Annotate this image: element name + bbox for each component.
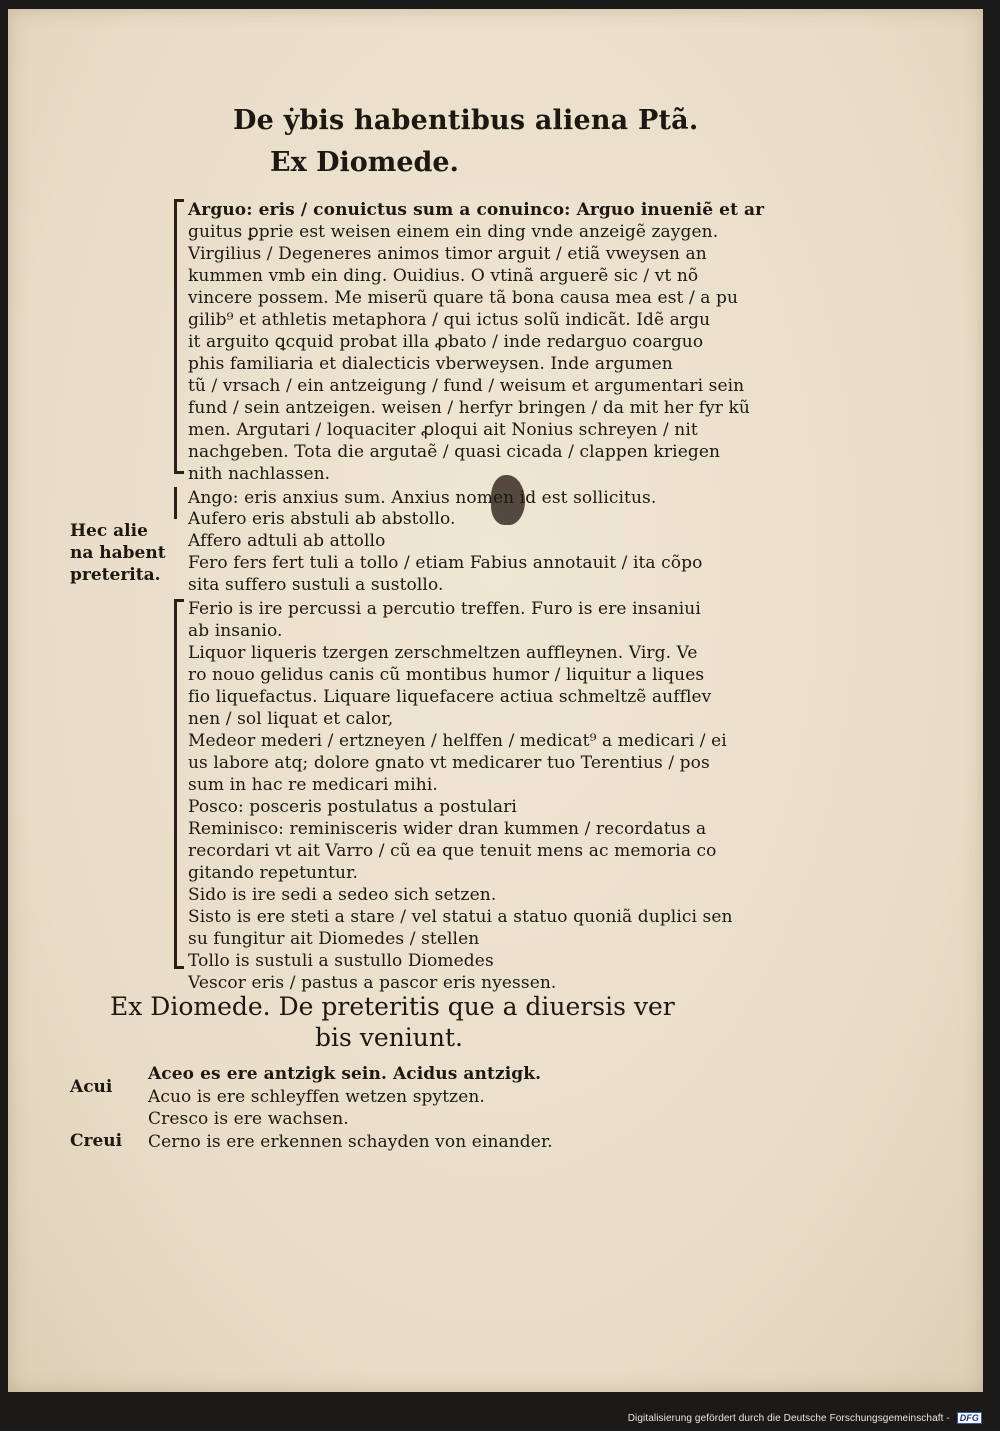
text-line: Cerno is ere erkennen schayden von einander. <box>148 1132 553 1152</box>
text-line: us labore atq; dolore gnato vt medicarer tuo Terentius / pos <box>188 753 710 773</box>
text-line: su fungitur ait Diomedes / stellen <box>188 929 480 949</box>
text-line: Aufero eris abstuli ab abstollo. <box>188 509 456 529</box>
dfg-logo-icon: DFG <box>957 1412 982 1424</box>
text-line: men. Argutari / loquaciter ꝓloqui ait Nonius schreyen / nit <box>188 420 698 440</box>
margin-gloss-line: preterita. <box>70 565 161 585</box>
text-line: tũ / vrsach / ein antzeigung / fund / weisum et argumentari sein <box>188 376 745 396</box>
text-line: Arguo: eris / conuictus sum a conuinco: Arguo inueniẽ et ar <box>188 200 765 220</box>
text-line: Ango: eris anxius sum. Anxius nomen id est sollicitus. <box>188 488 657 508</box>
text-line: Cresco is ere wachsen. <box>148 1109 349 1129</box>
bracket-small <box>174 487 177 519</box>
text-line: recordari vt ait Varro / cũ ea que tenuit mens ac memoria co <box>188 841 717 861</box>
text-line: Aceo es ere antzigk sein. Acidus antzigk. <box>148 1064 542 1084</box>
text-line: sum in hac re medicari mihi. <box>188 775 438 795</box>
text-line: Reminisco: reminisceris wider dran kummen / recordatus a <box>188 819 707 839</box>
section2-title-line2: bis veniunt. <box>315 1023 463 1052</box>
text-line: Vescor eris / pastus a pascor eris nyessen. <box>188 973 557 993</box>
text-line: guitus ꝑprie est weisen einem ein ding vnde anzeigẽ zaygen. <box>188 222 719 242</box>
text-line: ab insanio. <box>188 621 283 641</box>
text-line: Acuo is ere schleyffen wetzen spytzen. <box>148 1087 485 1107</box>
text-line: Virgilius / Degeneres animos timor arguit / etiã vweysen an <box>188 244 707 264</box>
bracket-upper <box>174 199 177 474</box>
running-title: De ẏbis habentibus aliena Ptã. <box>233 105 699 136</box>
scanned-page <box>8 9 983 1392</box>
text-line: nachgeben. Tota die argutaẽ / quasi cicada / clappen kriegen <box>188 442 721 462</box>
text-line: nen / sol liquat et calor, <box>188 709 394 729</box>
text-line: phis familiaria et dialecticis vberweysen. Inde argumen <box>188 354 673 374</box>
text-line: Fero fers fert tuli a tollo / etiam Fabius annotauit / ita cõpo <box>188 553 703 573</box>
text-line: Sisto is ere steti a stare / vel statui a statuo quoniã duplici sen <box>188 907 733 927</box>
margin-gloss-line: na habent <box>70 543 166 563</box>
text-line: gitando repetuntur. <box>188 863 358 883</box>
text-line: it arguito ꝗcquid probat illa ꝓbato / inde redarguo coarguo <box>188 332 704 352</box>
text-line: Liquor liqueris tzergen zerschmeltzen auffleynen. Virg. Ve <box>188 643 698 663</box>
text-line: vincere possem. Me miserũ quare tã bona causa mea est / a pu <box>188 288 739 308</box>
text-line: Ferio is ire percussi a percutio treffen. Furo is ere insaniui <box>188 599 701 619</box>
text-line: Affero adtuli ab attollo <box>188 531 386 551</box>
margin-creui: Creui <box>70 1131 123 1151</box>
credit-text: Digitalisierung gefördert durch die Deutsche Forschungsgemeinschaft - <box>627 1413 950 1424</box>
text-line: sita suffero sustuli a sustollo. <box>188 575 444 595</box>
digitization-credit <box>628 1412 982 1424</box>
text-line: Sido is ire sedi a sedeo sich setzen. <box>188 885 497 905</box>
section-title-ex-diomede: Ex Diomede. <box>270 147 459 178</box>
text-line: Medeor mederi / ertzneyen / helffen / medicat⁹ a medicari / ei <box>188 731 727 751</box>
text-line: kummen vmb ein ding. Ouidius. O vtinã arguerẽ sic / vt nõ <box>188 266 699 286</box>
text-line: Posco: posceris postulatus a postulari <box>188 797 517 817</box>
text-line: nith nachlassen. <box>188 464 331 484</box>
text-line: fio liquefactus. Liquare liquefacere actiua schmeltzẽ aufflev <box>188 687 712 707</box>
section2-title-line1: Ex Diomede. De preteritis que a diuersis ver <box>110 992 675 1021</box>
margin-acui: Acui <box>70 1077 113 1097</box>
margin-gloss-line: Hec alie <box>70 521 148 541</box>
text-line: Tollo is sustuli a sustullo Diomedes <box>188 951 494 971</box>
bracket-lower <box>174 599 177 969</box>
text-line: ro nouo gelidus canis cũ montibus humor / liquitur a liques <box>188 665 705 685</box>
text-line: gilib⁹ et athletis metaphora / qui ictus solũ indicãt. Idẽ argu <box>188 310 711 330</box>
text-line: fund / sein antzeigen. weisen / herfyr bringen / da mit her fyr kũ <box>188 398 750 418</box>
